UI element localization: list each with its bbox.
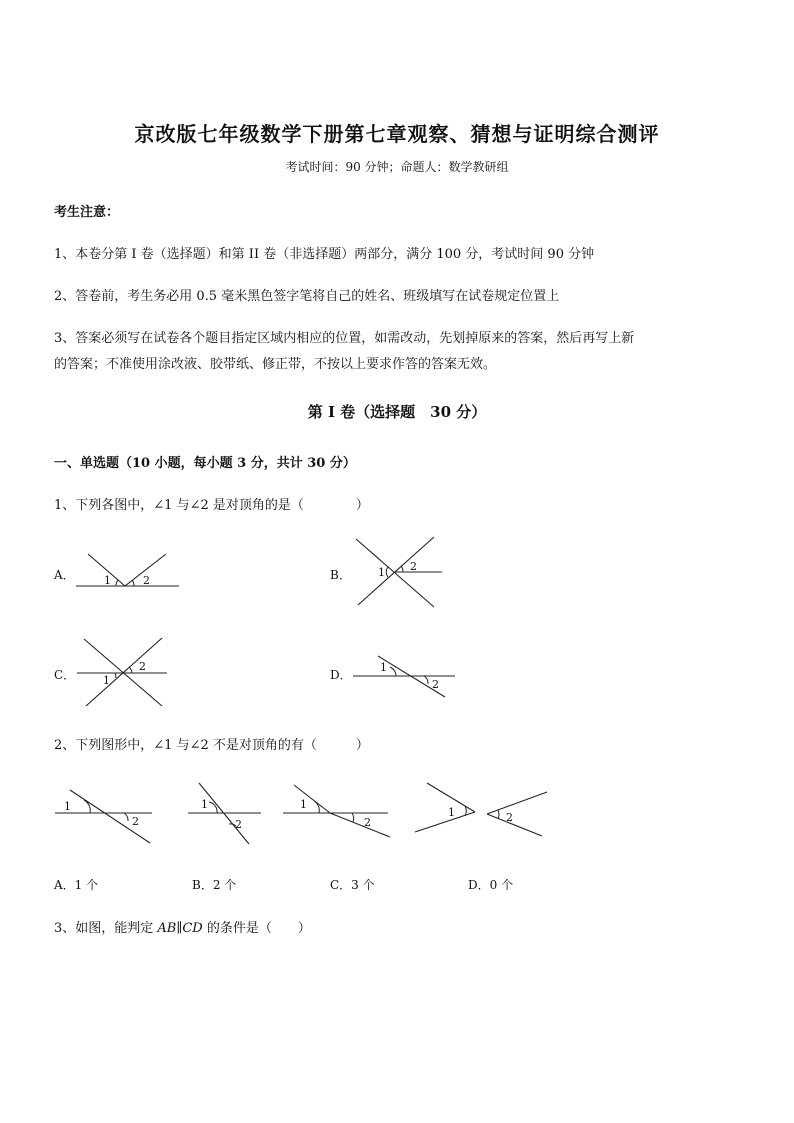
q2-option-c: C．3 个 [330,878,375,892]
q2-figure-3 [280,782,392,844]
q2-option-d: D．0 个 [468,878,514,892]
note-item-continued: 的答案；不准使用涂改液、胶带纸、修正带，不按以上要求作答的答案无效。 [54,357,497,372]
angle-1-label: 1 [64,800,71,813]
question-1-stem: 1、下列各图中，∠1 与∠2 是对顶角的是（ ） [54,498,369,513]
angle-2-label: 2 [139,660,146,673]
question-3-stem [54,917,311,936]
q1-figure-d [350,652,460,702]
q2-figure-4 [412,780,552,838]
angle-1-label: 1 [201,798,208,811]
note-item: 3、答案必须写在试卷各个题目指定区域内相应的位置，如需改动，先划掉原来的答案，然后再写上新 [54,331,635,346]
angle-2-label: 2 [143,574,150,587]
question-2-stem: 2、下列图形中，∠1 与∠2 不是对顶角的有（ ） [54,738,369,753]
q2-option-a: A．1 个 [54,878,99,892]
q1-figure-b [350,535,445,610]
angle-2-label: 2 [506,811,513,824]
angle-1-label: 1 [300,798,307,811]
angle-1-label: 1 [380,661,387,674]
angle-2-label: 2 [364,816,371,829]
note-item: 2、答卷前，考生务必用 0.5 毫米黑色签字笔将自己的姓名、班级填写在试卷规定位置上 [54,289,560,304]
question-3-prefix: 3、如图，能判定 [54,921,158,936]
q1-option-b-label: B． [330,568,351,582]
q1-option-c-label: C． [54,668,76,682]
angle-1-label: 1 [448,806,455,819]
angle-2-label: 2 [235,818,242,831]
angle-1-label: 1 [103,674,110,687]
notes-heading: 考生注意： [54,205,120,220]
q1-figure-a [70,548,185,593]
angle-2-label: 2 [410,560,417,573]
question-3-suffix: 的条件是（ ） [202,921,311,936]
q1-option-a-label: A． [54,568,75,582]
angle-2-label: 2 [432,678,439,691]
exam-info: 考试时间：90 分钟；命题人：数学教研组 [285,160,509,174]
angle-2-label: 2 [132,815,139,828]
angle-1-label: 1 [378,566,385,579]
q1-option-d-label: D． [330,668,352,682]
q2-option-b: B．2 个 [192,878,237,892]
q1-figure-c [72,634,172,709]
part-heading: 一、单选题（10 小题，每小题 3 分，共计 30 分） [54,456,356,471]
page-title: 京改版七年级数学下册第七章观察、猜想与证明综合测评 [134,122,660,146]
section-title: 第 I 卷（选择题 30 分） [307,403,487,421]
question-3-math: AB∥CD [157,921,203,936]
q2-figure-1 [52,785,157,847]
note-item: 1、本卷分第 I 卷（选择题）和第 II 卷（非选择题）两部分，满分 100 分，考试时间 90 分钟 [54,247,595,262]
q2-figure-2 [185,780,265,848]
angle-1-label: 1 [104,574,111,587]
